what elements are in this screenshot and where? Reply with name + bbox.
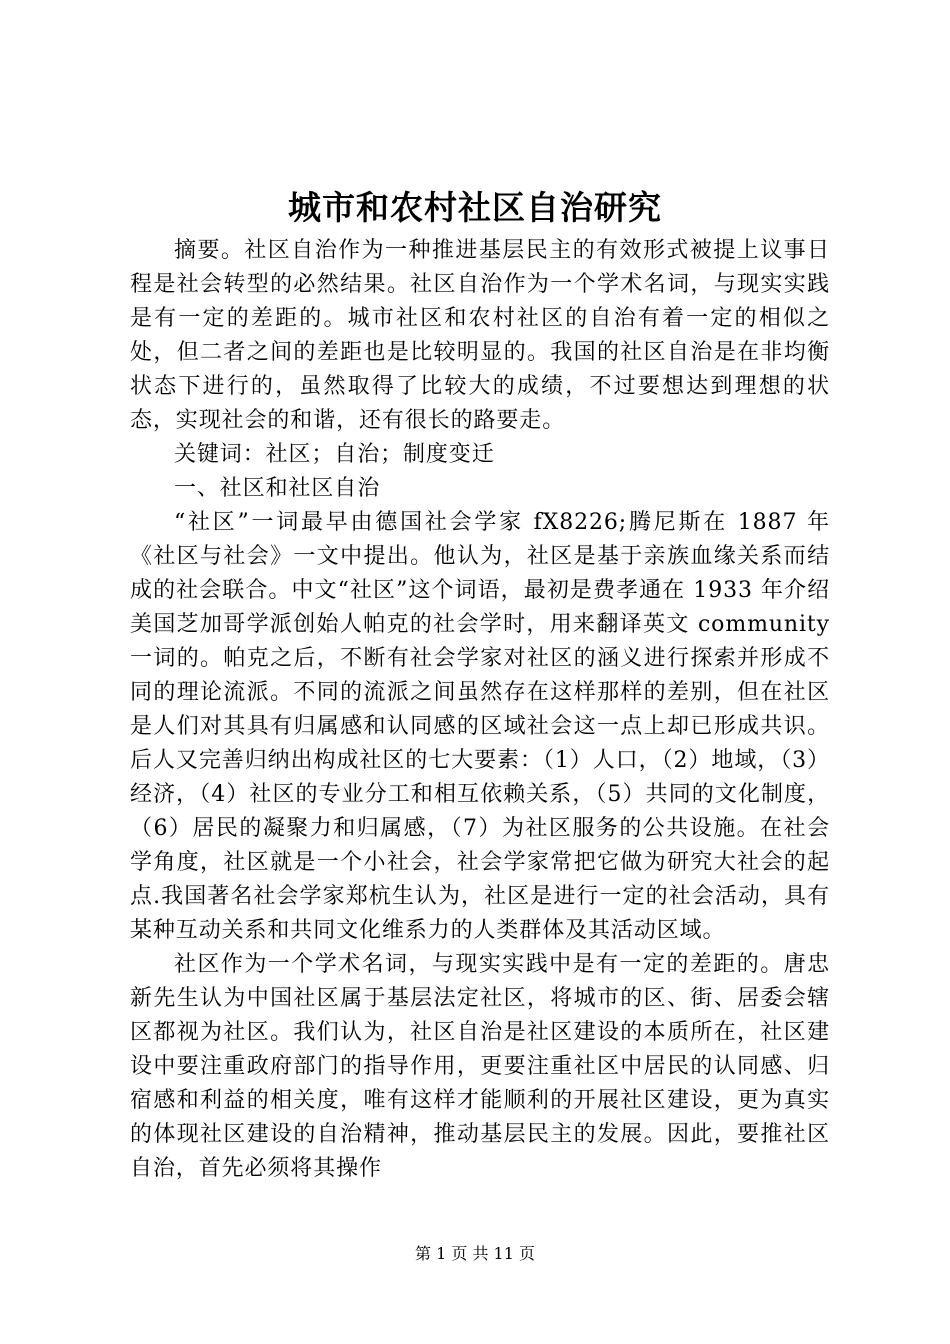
document-title: 城市和农村社区自治研究 [288,188,662,227]
keywords-line: 关键词：社区；自治；制度变迁 [174,442,495,467]
page-number-footer: 第 1 页 共 11 页 [415,1244,535,1263]
section-heading: 一、社区和社区自治 [174,476,381,501]
body-paragraph: 社区作为一个学术名词，与现实实践中是有一定的差距的。唐忠新先生认为中国社区属于基层法定社区，将城市的区、街、居委会辖区都视为社区。我们认为，社区自治是社区建设的本质所在，社区建设中要注重政府部门的指导作用，更要注重社区中居民的认同感、归宿感和利益的相关度，唯有这样才能顺利的开展社区建设，更为真实的体现社区建设的自治精神，推动基层民主的发展。因此，要推社区自治，首先必须将其操作 [130,952,830,1181]
abstract-paragraph: 摘要。社区自治作为一种推进基层民主的有效形式被提上议事日程是社会转型的必然结果。社区自治作为一个学术名词，与现实实践是有一定的差距的。城市社区和农村社区的自治有着一定的相似之处，但二者之间的差距也是比较明显的。我国的社区自治是在非均衡状态下进行的，虽然取得了比较大的成绩，不过要想达到理想的状态，实现社会的和谐，还有很长的路要走。 [130,238,830,433]
body-paragraph: “社区”一词最早由德国社会学家 fX8226;腾尼斯在 1887 年《社区与社会》一文中提出。他认为，社区是基于亲族血缘关系而结成的社会联合。中文“社区”这个词语，最初是费孝通在 1933 年介绍美国芝加哥学派创始人帕克的社会学时，用来翻译英文 community 一词的。帕克之后，不断有社会学家对社区的涵义进行探索并形成不同的理论流派。不同的流派之间虽然存在这样那样的差别，但在社区是人们对其具有归属感和认同感的区域社会这一点上却已形成共识。后人又完善归纳出构成社区的七大要素：（1）人口，（2）地域，（3）经济，（4）社区的专业分工和相互依赖关系，（5）共同的文化制度，（6）居民的凝聚力和归属感，（7）为社区服务的公共设施。在社会学角度，社区就是一个小社会，社会学家常把它做为研究大社会的起点.我国著名社会学家郑杭生认为，社区是进行一定的社会活动，具有某种互动关系和共同文化维系力的人类群体及其活动区域。 [130,510,830,943]
document-body [130,234,830,1186]
